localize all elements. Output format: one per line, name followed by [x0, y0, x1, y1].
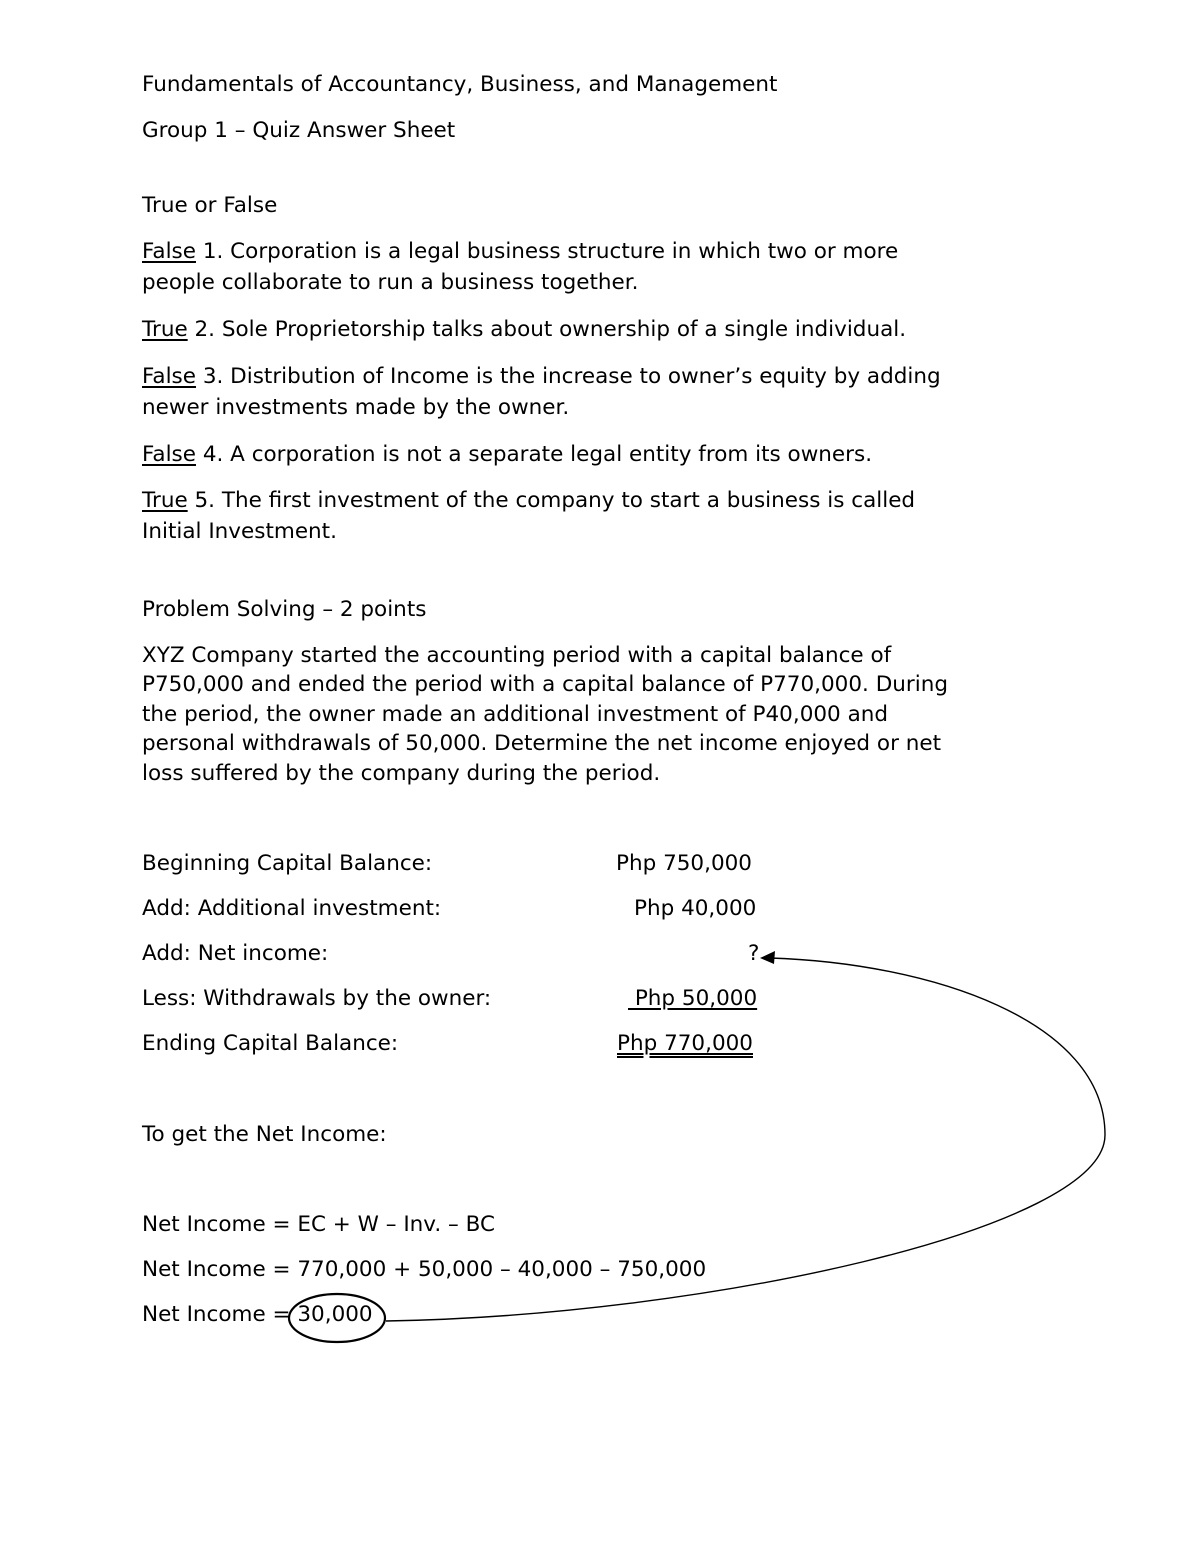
tf-question: 1. Corporation is a legal business structure in which two or more	[195, 239, 899, 264]
problem-text-line: XYZ Company started the accounting period with a capital balance of	[142, 643, 892, 668]
tf-answer: True	[142, 317, 188, 342]
tf-question: 3. Distribution of Income is the increase to owner’s equity by adding	[195, 364, 941, 389]
tf-answer: True	[142, 488, 188, 513]
statement-value-net-income: ?	[748, 941, 760, 966]
statement-label-beginning-capital: Beginning Capital Balance:	[142, 851, 433, 876]
solution-result-value: 30,000	[297, 1302, 373, 1327]
statement-value-additional-investment: Php 40,000	[634, 896, 757, 921]
problem-text-line: personal withdrawals of 50,000. Determine the net income enjoyed or net	[142, 731, 942, 756]
solution-substitution: Net Income = 770,000 + 50,000 – 40,000 – 750,000	[142, 1257, 707, 1282]
problem-text-line: loss suffered by the company during the period.	[142, 761, 661, 786]
statement-value-beginning-capital: Php 750,000	[616, 851, 752, 876]
course-title: Fundamentals of Accountancy, Business, and Management	[142, 72, 778, 97]
tf-question: 2. Sole Proprietorship talks about ownership of a single individual.	[187, 317, 907, 342]
statement-label-additional-investment: Add: Additional investment:	[142, 896, 442, 921]
section-heading-true-false: True or False	[142, 193, 278, 218]
problem-text-line: the period, the owner made an additional investment of P40,000 and	[142, 702, 889, 727]
statement-value-ending-capital: Php 770,000	[617, 1031, 753, 1056]
tf-answer: False	[142, 239, 196, 264]
tf-item-5-continued: Initial Investment.	[142, 519, 337, 544]
statement-label-ending-capital: Ending Capital Balance:	[142, 1031, 399, 1056]
result-circle	[289, 1294, 385, 1342]
tf-answer: False	[142, 364, 196, 389]
solution-formula: Net Income = EC + W – Inv. – BC	[142, 1212, 495, 1237]
arrowhead-icon	[760, 951, 775, 964]
solution-result-label: Net Income =	[142, 1302, 298, 1327]
tf-item-1-continued: people collaborate to run a business together.	[142, 270, 639, 295]
statement-value-withdrawals: Php 50,000	[628, 986, 758, 1011]
connector-arrow-line	[386, 958, 1105, 1321]
problem-text-line: P750,000 and ended the period with a capital balance of P770,000. During	[142, 672, 948, 697]
tf-answer: False	[142, 442, 196, 467]
section-heading-problem-solving: Problem Solving – 2 points	[142, 597, 427, 622]
tf-question: 5. The first investment of the company to start a business is called	[187, 488, 916, 513]
sheet-subtitle: Group 1 – Quiz Answer Sheet	[142, 118, 456, 143]
tf-item-3-continued: newer investments made by the owner.	[142, 395, 570, 420]
tf-question: 4. A corporation is not a separate legal entity from its owners.	[195, 442, 873, 467]
solution-intro: To get the Net Income:	[142, 1122, 387, 1147]
statement-label-net-income: Add: Net income:	[142, 941, 329, 966]
statement-label-withdrawals: Less: Withdrawals by the owner:	[142, 986, 492, 1011]
